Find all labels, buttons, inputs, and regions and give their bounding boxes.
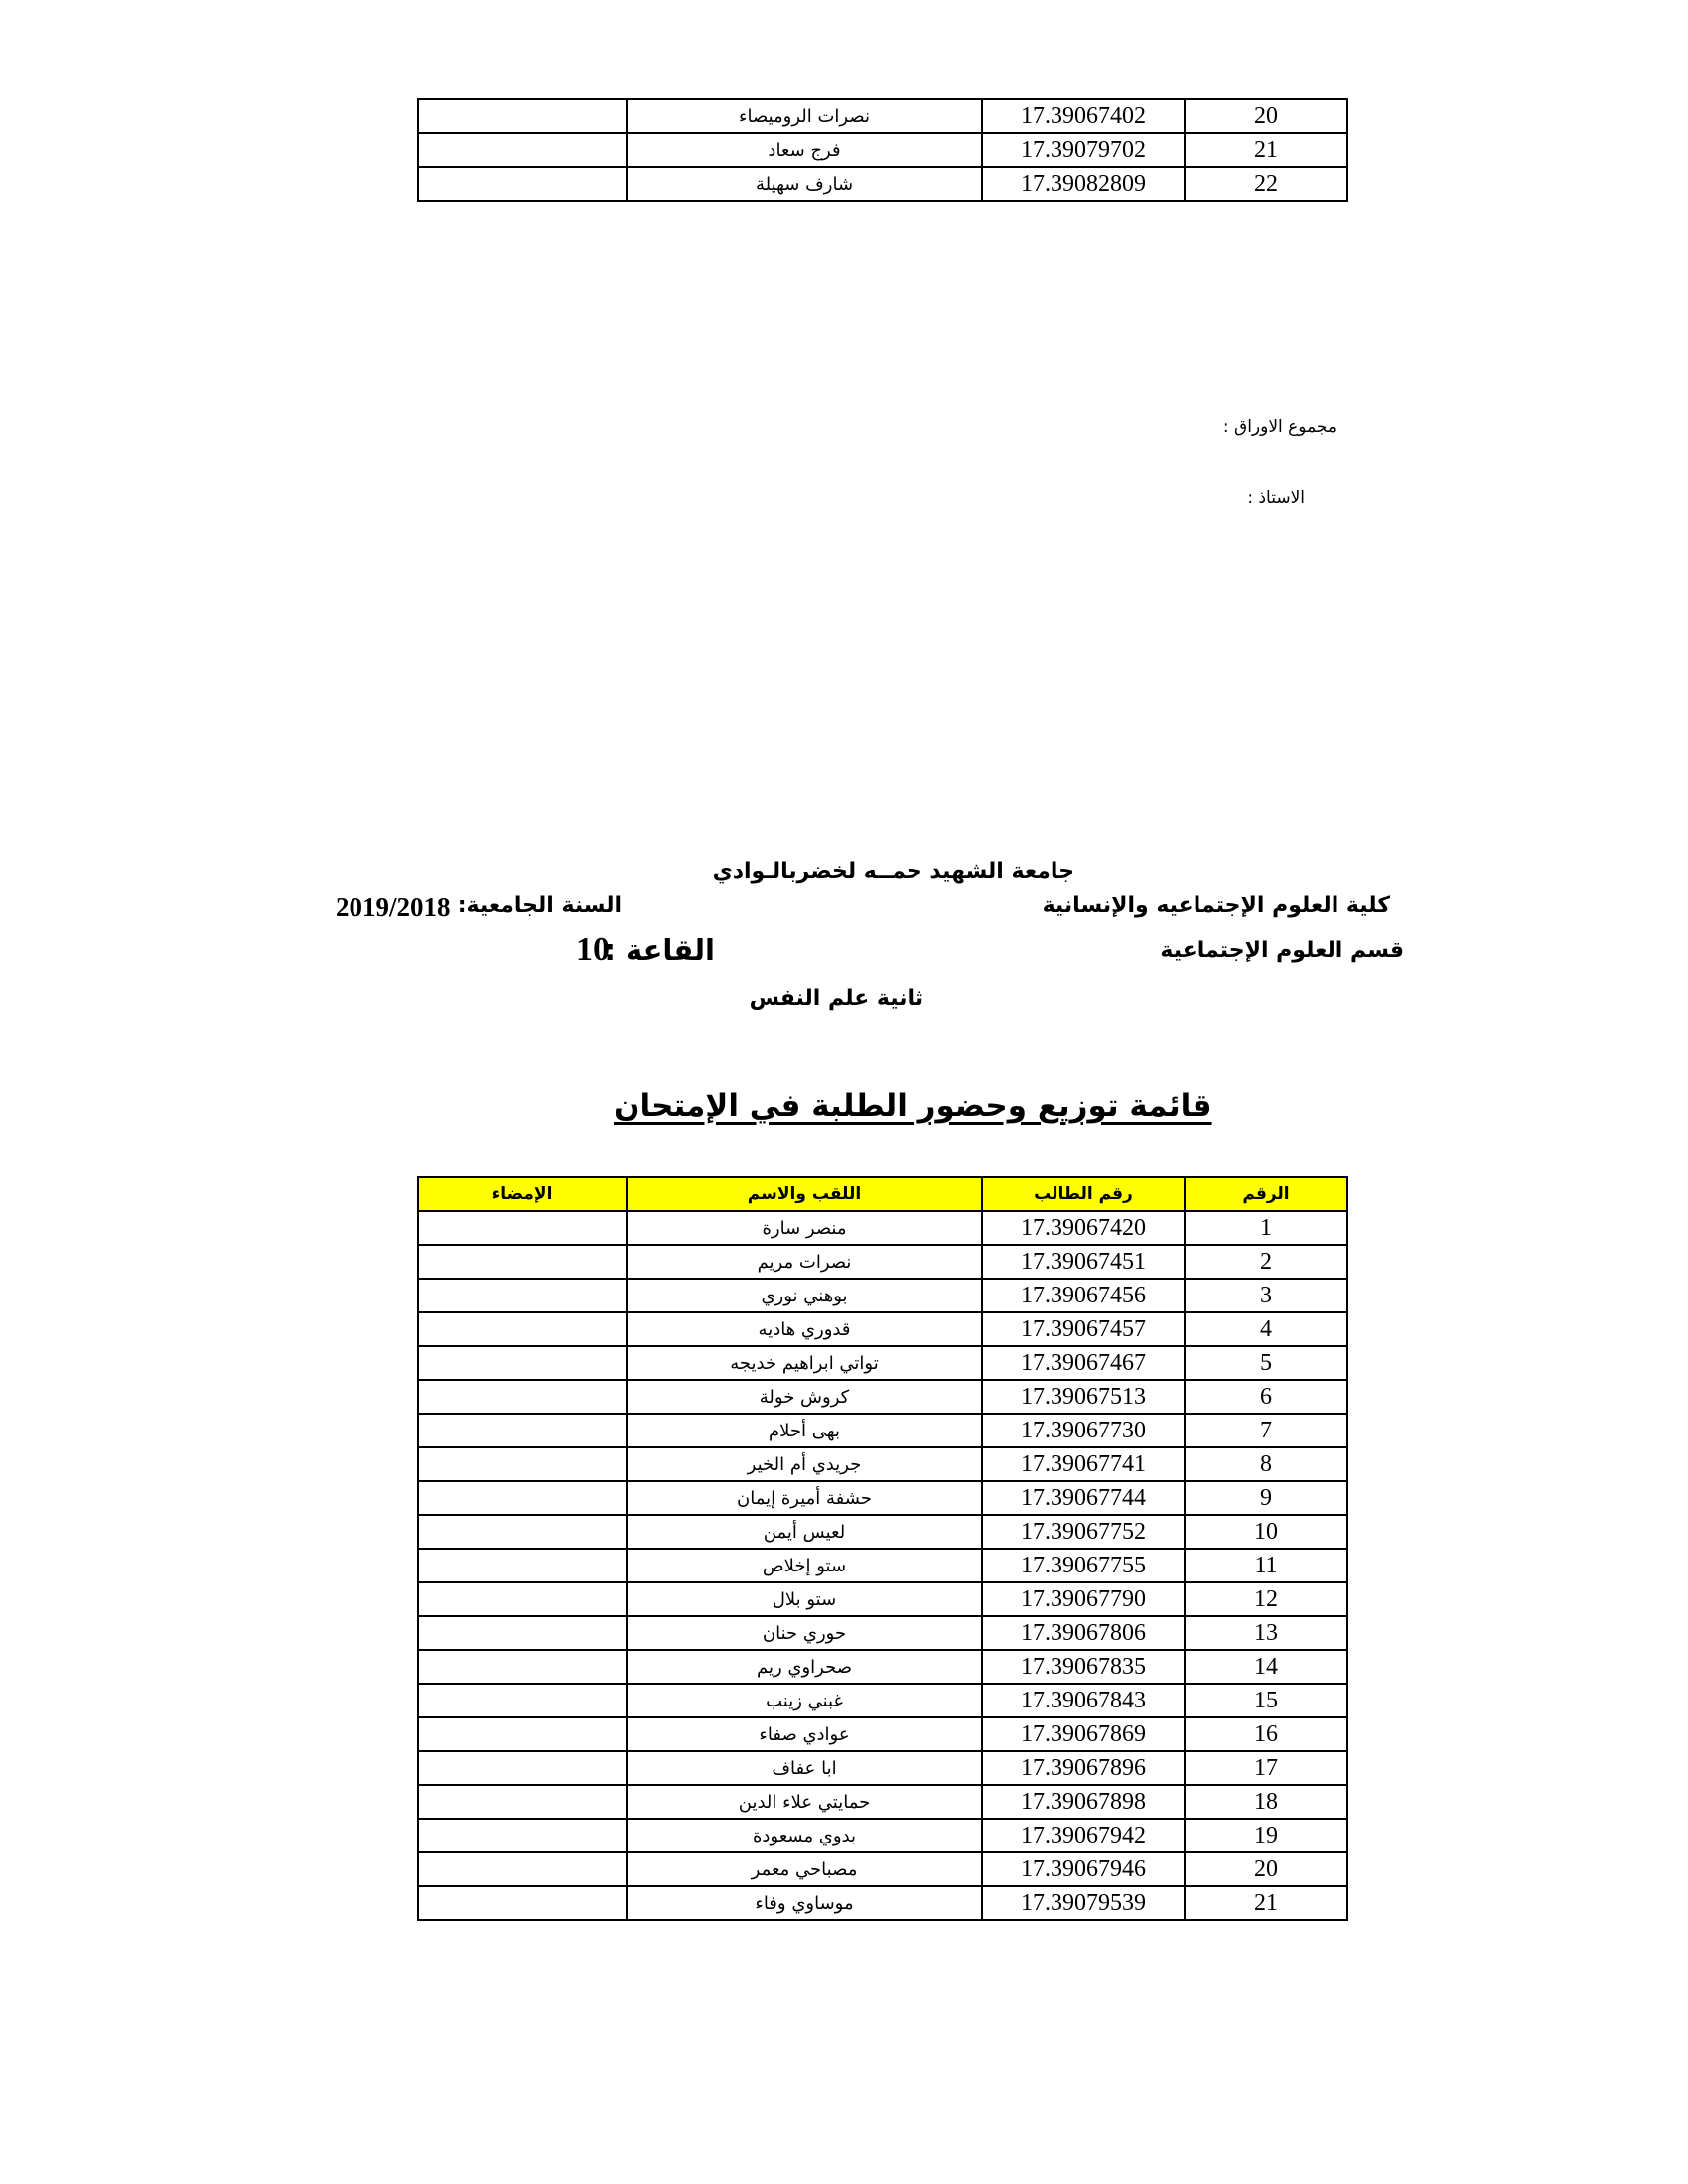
total-papers-label: مجموع الاوراق : [1222,417,1336,437]
header-student-id: رقم الطالب [982,1177,1185,1211]
hall-label: القاعة : [604,933,715,967]
student-name-cell: صحراوي ريم [627,1650,982,1684]
row-number-cell: 10 [1185,1515,1347,1549]
table-row [418,1346,1347,1380]
table-row [418,1751,1347,1785]
attendance-table-body [418,1211,1347,1920]
table-row [418,1717,1347,1751]
row-number-cell: 7 [1185,1414,1347,1447]
student-name-cell: موساوي وفاء [627,1886,982,1920]
student-name-cell: شارف سهيلة [627,167,982,201]
student-id-cell: 17.39067457 [982,1312,1185,1346]
student-name-cell: مصباحي معمر [627,1852,982,1886]
student-id-cell: 17.39067806 [982,1616,1185,1650]
signature-cell[interactable] [418,1819,627,1852]
table-row [418,1414,1347,1447]
table-row [418,133,1347,167]
signature-cell[interactable] [418,1751,627,1785]
row-number-cell: 8 [1185,1447,1347,1481]
table-row [418,1279,1347,1312]
row-number-cell: 1 [1185,1211,1347,1245]
table-row [418,1582,1347,1616]
signature-cell[interactable] [418,1312,627,1346]
student-name-cell: ستو إخلاص [627,1549,982,1582]
student-name-cell: بوهني نوري [627,1279,982,1312]
level-name: ثانية علم النفس [749,986,923,1011]
row-number-cell: 6 [1185,1380,1347,1414]
signature-cell[interactable] [418,1886,627,1920]
table-row [418,1650,1347,1684]
student-name-cell: نصرات الروميصاء [627,99,982,133]
row-number-cell: 3 [1185,1279,1347,1312]
student-name-cell: حوري حنان [627,1616,982,1650]
row-number-cell: 13 [1185,1616,1347,1650]
student-id-cell: 17.39067456 [982,1279,1185,1312]
table-row [418,1684,1347,1717]
student-id-cell: 17.39067730 [982,1414,1185,1447]
table-row [418,1515,1347,1549]
university-name: جامعة الشهيد حمــه لخضربالـوادي [712,859,1074,884]
row-number-cell: 20 [1185,1852,1347,1886]
student-id-cell: 17.39067744 [982,1481,1185,1515]
student-id-cell: 17.39067402 [982,99,1185,133]
signature-cell[interactable] [418,1852,627,1886]
table-row [418,1549,1347,1582]
header-name: اللقب والاسم [627,1177,982,1211]
student-name-cell: منصر سارة [627,1211,982,1245]
row-number-cell: 2 [1185,1245,1347,1279]
student-id-cell: 17.39067843 [982,1684,1185,1717]
top-attendance-table [417,98,1348,202]
signature-cell[interactable] [418,1380,627,1414]
row-number-cell: 22 [1185,167,1347,201]
table-row [418,1886,1347,1920]
signature-cell[interactable] [418,1245,627,1279]
signature-cell[interactable] [418,99,627,133]
signature-cell[interactable] [418,1717,627,1751]
student-name-cell: حشفة أميرة إيمان [627,1481,982,1515]
student-id-cell: 17.39067942 [982,1819,1185,1852]
student-name-cell: بدوي مسعودة [627,1819,982,1852]
table-row [418,1785,1347,1819]
student-id-cell: 17.39067896 [982,1751,1185,1785]
top-table-body [418,99,1347,201]
row-number-cell: 9 [1185,1481,1347,1515]
student-name-cell: غبني زينب [627,1684,982,1717]
student-id-cell: 17.39079539 [982,1886,1185,1920]
signature-cell[interactable] [418,1616,627,1650]
signature-cell[interactable] [418,1582,627,1616]
student-id-cell: 17.39067741 [982,1447,1185,1481]
attendance-table [417,1176,1348,1921]
table-row [418,1819,1347,1852]
row-number-cell: 17 [1185,1751,1347,1785]
row-number-cell: 21 [1185,1886,1347,1920]
signature-cell[interactable] [418,1211,627,1245]
student-id-cell: 17.39082809 [982,167,1185,201]
student-id-cell: 17.39067790 [982,1582,1185,1616]
signature-cell[interactable] [418,133,627,167]
professor-label: الاستاذ : [1247,488,1305,508]
document-title: قائمة توزيع وحضور الطلبة في الإمتحان [614,1088,1212,1124]
table-row [418,1211,1347,1245]
student-name-cell: لعيس أيمن [627,1515,982,1549]
hall-number: 10 [576,931,610,968]
signature-cell[interactable] [418,1279,627,1312]
signature-cell[interactable] [418,1684,627,1717]
department-name: قسم العلوم الإجتماعية [1160,938,1404,963]
faculty-name: كلية العلوم الإجتماعيه والإنسانية [1042,893,1390,918]
student-name-cell: جريدي أم الخير [627,1447,982,1481]
student-id-cell: 17.39079702 [982,133,1185,167]
table-header-row [418,1177,1347,1211]
signature-cell[interactable] [418,167,627,201]
row-number-cell: 18 [1185,1785,1347,1819]
student-id-cell: 17.39067946 [982,1852,1185,1886]
row-number-cell: 14 [1185,1650,1347,1684]
signature-cell[interactable] [418,1549,627,1582]
student-name-cell: حمايتي علاء الدين [627,1785,982,1819]
academic-year-value: 2019/2018 [336,892,451,922]
row-number-cell: 21 [1185,133,1347,167]
student-name-cell: ستو بلال [627,1582,982,1616]
student-name-cell: كروش خولة [627,1380,982,1414]
table-row [418,99,1347,133]
signature-cell[interactable] [418,1346,627,1380]
table-row [418,1481,1347,1515]
header-number: الرقم [1185,1177,1347,1211]
header-signature: الإمضاء [418,1177,627,1211]
student-name-cell: عوادي صفاء [627,1717,982,1751]
student-id-cell: 17.39067898 [982,1785,1185,1819]
signature-cell[interactable] [418,1515,627,1549]
table-row [418,1380,1347,1414]
student-name-cell: ابا عفاف [627,1751,982,1785]
student-name-cell: نصرات مريم [627,1245,982,1279]
signature-cell[interactable] [418,1447,627,1481]
table-row [418,1245,1347,1279]
student-id-cell: 17.39067835 [982,1650,1185,1684]
row-number-cell: 16 [1185,1717,1347,1751]
signature-cell[interactable] [418,1785,627,1819]
student-id-cell: 17.39067467 [982,1346,1185,1380]
student-name-cell: تواتي ابراهيم خديجه [627,1346,982,1380]
row-number-cell: 19 [1185,1819,1347,1852]
student-id-cell: 17.39067869 [982,1717,1185,1751]
table-row [418,1852,1347,1886]
signature-cell[interactable] [418,1414,627,1447]
signature-cell[interactable] [418,1650,627,1684]
student-id-cell: 17.39067755 [982,1549,1185,1582]
student-id-cell: 17.39067420 [982,1211,1185,1245]
student-name-cell: قدوري هاديه [627,1312,982,1346]
student-id-cell: 17.39067513 [982,1380,1185,1414]
table-row [418,1616,1347,1650]
row-number-cell: 20 [1185,99,1347,133]
student-name-cell: بهى أحلام [627,1414,982,1447]
row-number-cell: 11 [1185,1549,1347,1582]
row-number-cell: 15 [1185,1684,1347,1717]
row-number-cell: 12 [1185,1582,1347,1616]
row-number-cell: 5 [1185,1346,1347,1380]
academic-year-label: السنة الجامعية: [457,893,622,918]
table-row [418,167,1347,201]
table-row [418,1312,1347,1346]
student-id-cell: 17.39067752 [982,1515,1185,1549]
row-number-cell: 4 [1185,1312,1347,1346]
student-id-cell: 17.39067451 [982,1245,1185,1279]
student-name-cell: فرج سعاد [627,133,982,167]
table-row [418,1447,1347,1481]
signature-cell[interactable] [418,1481,627,1515]
